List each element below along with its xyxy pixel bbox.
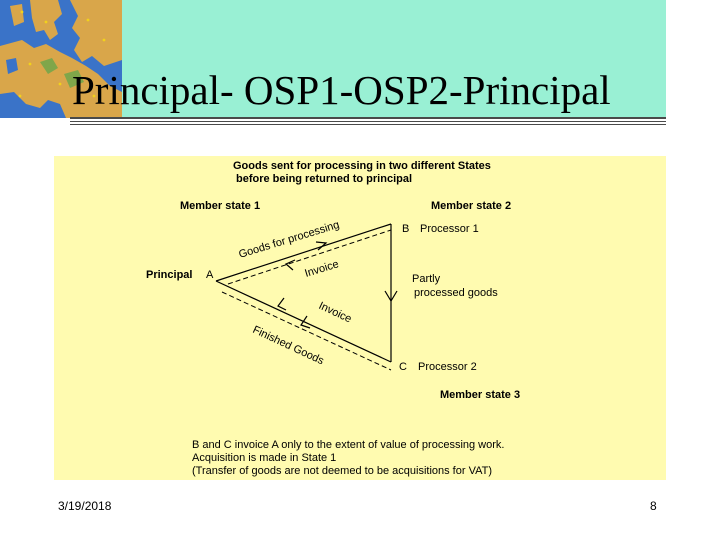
processing-flow-diagram — [54, 156, 666, 480]
label-finished-goods: Finished Goods — [250, 323, 326, 368]
member-state-1-label: Member state 1 — [180, 200, 261, 212]
note-line1: B and C invoice A only to the extent of value of processing work. — [192, 439, 505, 451]
diagram-heading-line2: before being returned to principal — [236, 173, 413, 185]
node-c-label: C — [399, 361, 407, 373]
title-rule-thin-2 — [70, 124, 666, 125]
arrow-invoice-2 — [278, 298, 286, 310]
member-state-3-label: Member state 3 — [440, 389, 521, 401]
title-rule-thin — [70, 121, 666, 122]
processor-1-label: Processor 1 — [420, 223, 479, 235]
processor-2-label: Processor 2 — [418, 361, 477, 373]
slide-page-number: 8 — [650, 499, 657, 513]
note-line2: Acquisition is made in State 1 — [192, 452, 337, 464]
label-invoice-2: Invoice — [316, 299, 354, 326]
diagram-heading-line1: Goods sent for processing in two different States — [233, 160, 491, 172]
node-a-label: A — [206, 269, 214, 281]
slide-title: Principal- OSP1-OSP2-Principal — [72, 67, 611, 113]
diagram-panel — [54, 156, 666, 480]
node-b-label: B — [402, 223, 410, 235]
partly-processed-line1: Partly — [412, 273, 441, 285]
label-goods-for-processing: Goods for processing — [237, 218, 341, 261]
slide-date: 3/19/2018 — [58, 499, 112, 513]
principal-label: Principal — [146, 269, 193, 281]
label-invoice-1: Invoice — [303, 258, 341, 280]
arrow-invoice-1 — [286, 260, 295, 270]
note-line3: (Transfer of goods are not deemed to be acquisitions for VAT) — [192, 465, 493, 477]
partly-processed-line2: processed goods — [414, 287, 498, 299]
member-state-2-label: Member state 2 — [431, 200, 512, 212]
title-rule — [70, 117, 666, 119]
